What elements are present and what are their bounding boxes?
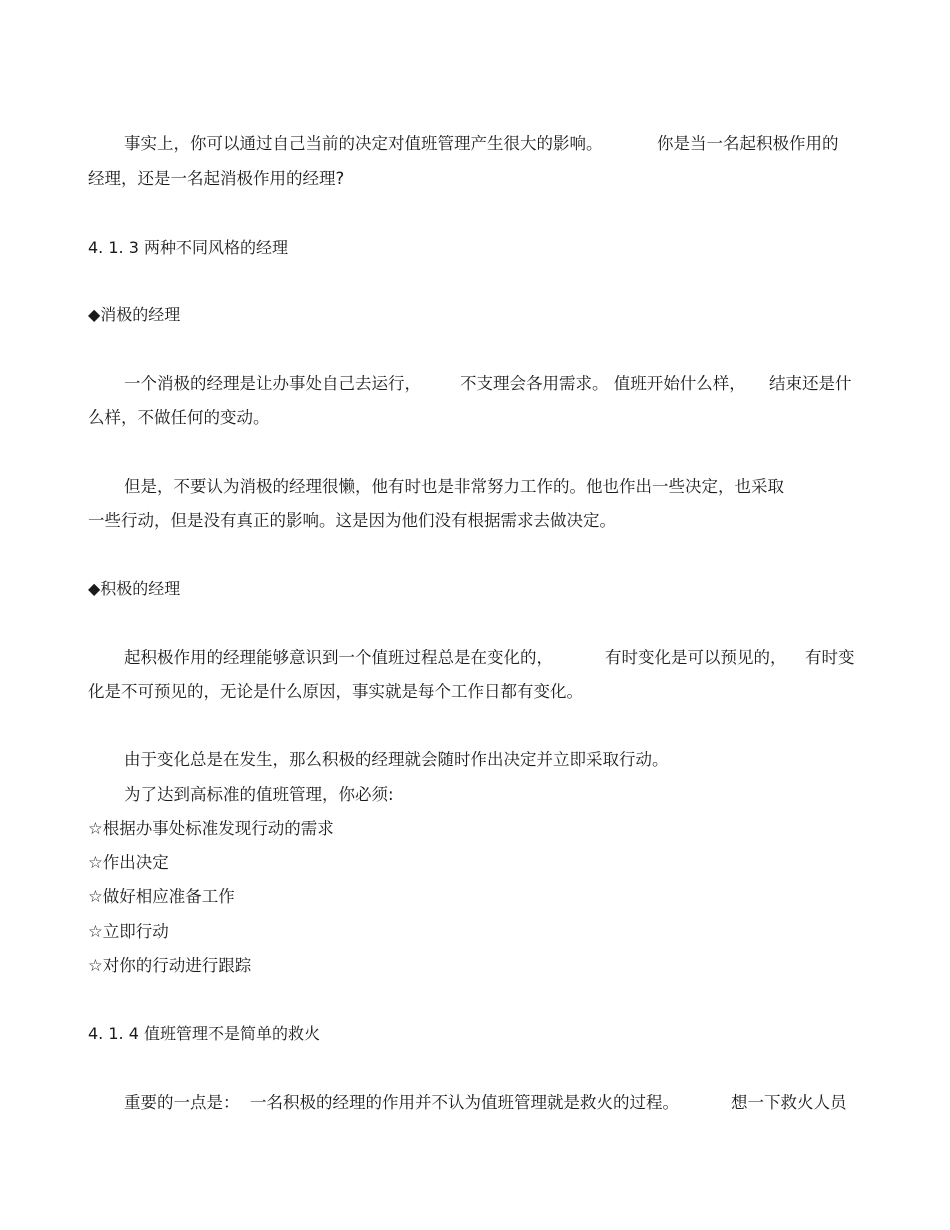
positive-para1-line2: 化是不可预见的，无论是什么原因，事实就是每个工作日都有变化。 [88, 682, 583, 701]
positive-para1-line1-a: 起积极作用的经理能够意识到一个值班过程总是在变化的， [124, 648, 553, 667]
list-item: ☆作出决定 [88, 853, 169, 872]
positive-para3: 为了达到高标准的值班管理，你必须: [124, 785, 394, 804]
para1-line2: 经理，还是一名起消极作用的经理? [88, 169, 345, 188]
section-414-para1-a: 重要的一点是： [124, 1093, 240, 1112]
list-item: ☆对你的行动进行跟踪 [88, 956, 252, 975]
para1-line1-part-b: 你是当一名起积极作用的 [657, 134, 839, 153]
negative-para1-line1-c: 结束还是什 [769, 374, 852, 393]
negative-para2-line1: 但是，不要认为消极的经理很懒，他有时也是非常努力工作的。他也作出一些决定，也采取 [124, 477, 784, 496]
positive-para1-line1-c: 有时变 [805, 648, 855, 667]
positive-manager-heading: ◆积极的经理 [88, 579, 181, 598]
negative-para2-line2: 一些行动，但是没有真正的影响。这是因为他们没有根据需求去做决定。 [88, 511, 616, 530]
list-item: ☆做好相应准备工作 [88, 887, 235, 906]
list-item: ☆根据办事处标准发现行动的需求 [88, 819, 334, 838]
para1-line1-b [657, 134, 839, 154]
positive-para2: 由于变化总是在发生，那么积极的经理就会随时作出决定并立即采取行动。 [124, 750, 669, 769]
section-414-para1-c: 想一下救火人员 [731, 1093, 847, 1112]
negative-manager-heading: ◆消极的经理 [88, 305, 181, 324]
list-item: ☆立即行动 [88, 922, 169, 941]
para1-line1 [124, 134, 603, 154]
positive-para1-line1-b: 有时变化是可以预见的， [605, 648, 787, 667]
negative-para1-line2: 么样，不做任何的变动。 [88, 408, 270, 427]
section-414-title: 4. 1. 4 值班管理不是简单的救火 [88, 1024, 320, 1043]
para1-line1-part-a: 事实上，你可以通过自己当前的决定对值班管理产生很大的影响。 [124, 134, 603, 153]
section-413-title: 4. 1. 3 两种不同风格的经理 [88, 238, 288, 257]
section-414-para1-b: 一名积极的经理的作用并不认为值班管理就是救火的过程。 [250, 1093, 679, 1112]
negative-para1-line1-a: 一个消极的经理是让办事处自己去运行， [124, 374, 421, 393]
negative-para1-line1-b: 不支理会各用需求。 值班开始什么样， [460, 374, 746, 393]
